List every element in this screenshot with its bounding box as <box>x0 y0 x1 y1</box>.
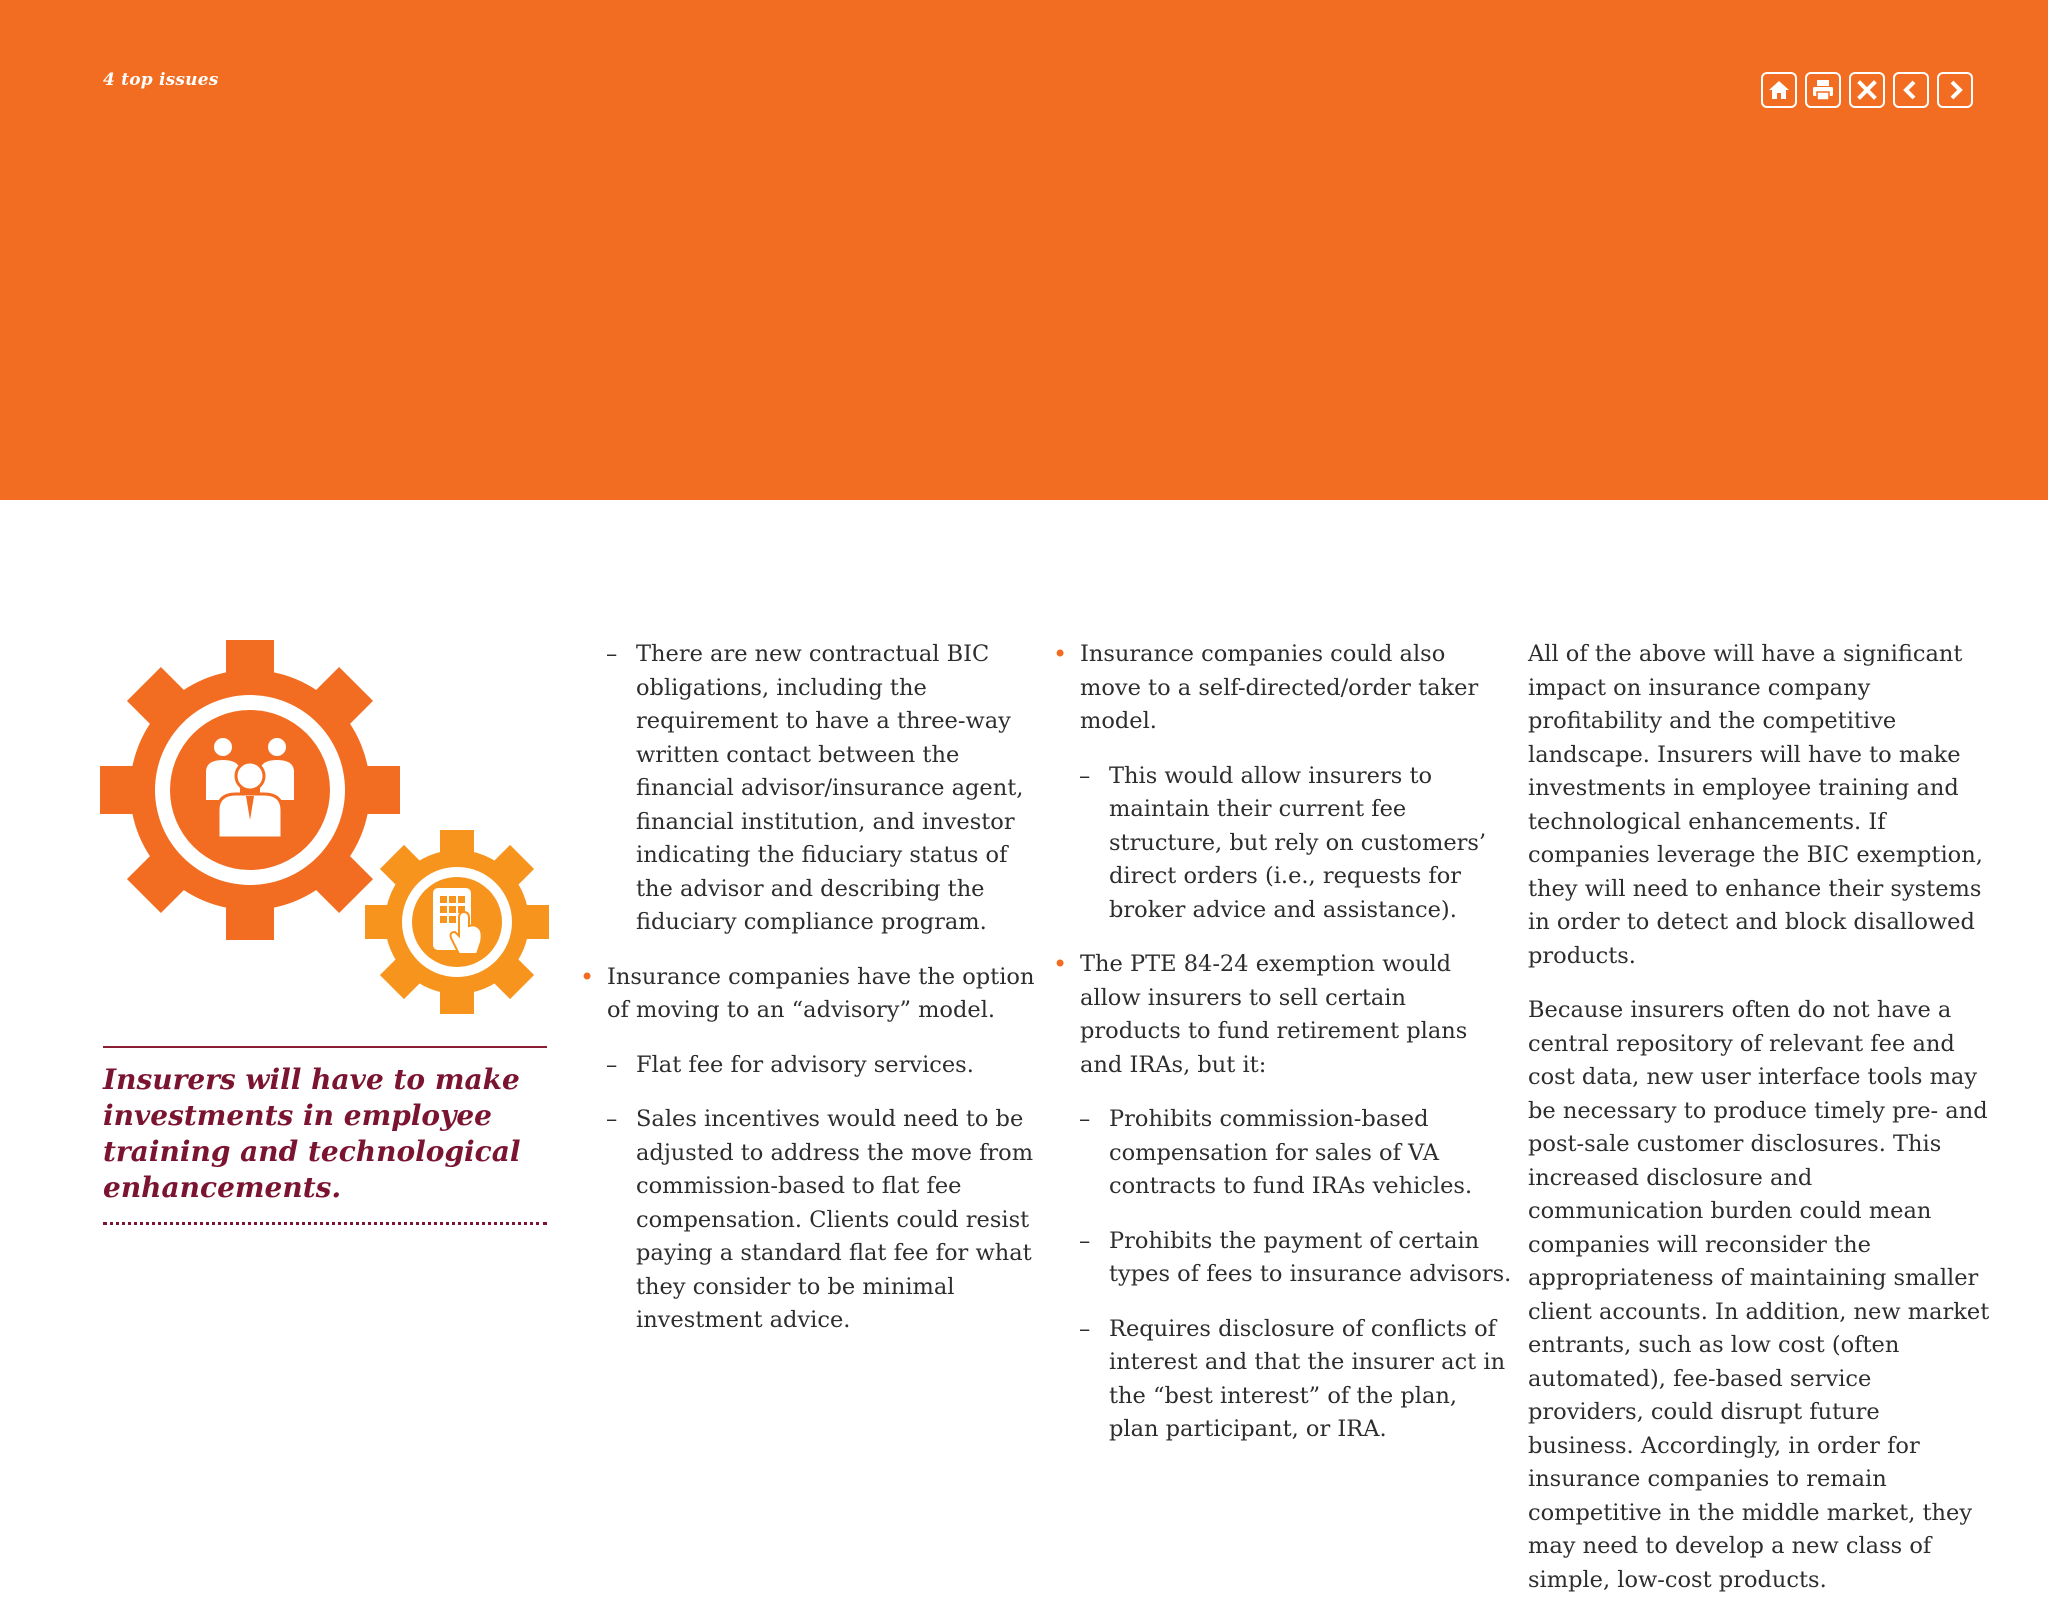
list-item-text: Requires disclosure of conflicts of interest and that the insurer act in the “best interest” of the plan, plan participant, or IRA. <box>1109 1315 1506 1442</box>
dash-marker: – <box>606 1051 618 1078</box>
list-item <box>1053 638 1513 739</box>
chevron-left-icon <box>1898 77 1924 103</box>
chevron-right-icon <box>1942 77 1968 103</box>
list-item-text: Sales incentives would need to be adjusted to address the move from commission-based to flat fee compensation. Clients could resist paying a standard flat fee for what they consider to be minimal investment advice. <box>636 1106 1034 1333</box>
list-item <box>1053 1225 1513 1292</box>
gears-illustration <box>100 640 552 1020</box>
list-item-text: This would allow insurers to maintain their current fee structure, but rely on customers’ direct orders (i.e., requests for broker advice and assistance). <box>1109 762 1487 923</box>
list-item-text: Prohibits commission-based compensation for sales of VA contracts to fund IRAs vehicles. <box>1109 1106 1473 1199</box>
dash-marker: – <box>1079 1227 1091 1254</box>
list-item-text: Insurance companies have the option of moving to an “advisory” model. <box>607 963 1035 1023</box>
dash-marker: – <box>606 641 618 667</box>
dash-marker: – <box>1079 1106 1091 1132</box>
next-button[interactable] <box>1937 72 1973 108</box>
previous-button[interactable] <box>1893 72 1929 108</box>
list-item <box>1053 1103 1513 1204</box>
list-item-text: The PTE 84-24 exemption would allow insurers to sell certain products to fund retirement plans and IRAs, but it: <box>1080 951 1468 1078</box>
body-paragraph: All of the above will have a significant impact on insurance company profitability and the competitive landscape. Insurers will have to make investments in employee training and technological enhancements. If companies leverage the BIC exemption, they will need to enhance their systems in order to detect and block disallowed products. <box>1528 641 1983 969</box>
list-item-text: There are new contractual BIC obligations, including the requirement to have a three-way written contact between the financial advisor/insurance agent, financial institution, and investor indicating the fiduciary status of the advisor and describing the fiduciary compliance program. <box>636 641 1024 935</box>
text-column-3 <box>1528 638 1992 1618</box>
dash-marker: – <box>1079 1315 1091 1342</box>
pull-quote <box>103 1046 547 1225</box>
list-item-text: Prohibits the payment of certain types of fees to insurance advisors. <box>1109 1227 1512 1287</box>
body-paragraph: Because insurers often do not have a central repository of relevant fee and cost data, new user interface tools may be necessary to produce timely pre- and post-sale customer disclosures. This increased disclosure and communication burden could mean companies will reconsider the appropriateness of maintaining smaller client accounts. In addition, new market entrants, such as low cost (often automated), fee-based service providers, could disrupt future business. Accordingly, in order for insurance companies to remain competitive in the middle market, they may need to develop a new class of simple, low-cost products. <box>1528 997 1990 1593</box>
text-column-1 <box>580 638 1040 1359</box>
text-column-2 <box>1053 638 1513 1468</box>
close-button[interactable] <box>1849 72 1885 108</box>
dash-marker: – <box>1079 762 1091 789</box>
list-item <box>580 961 1040 1028</box>
list-item <box>1053 760 1513 928</box>
home-icon <box>1766 77 1792 103</box>
header-banner <box>0 0 2048 500</box>
bullet-marker: • <box>580 962 595 991</box>
list-item <box>580 638 1040 940</box>
list-item <box>1053 948 1513 1082</box>
home-button[interactable] <box>1761 72 1797 108</box>
close-icon <box>1854 77 1880 103</box>
list-item <box>1053 1313 1513 1447</box>
list-item-text: Flat fee for advisory services. <box>636 1051 974 1078</box>
print-icon <box>1810 77 1836 103</box>
page-section-title: 4 top issues <box>103 70 219 90</box>
pull-quote-bottom-rule <box>103 1222 547 1225</box>
bullet-marker: • <box>1053 950 1068 978</box>
print-button[interactable] <box>1805 72 1841 108</box>
dash-marker: – <box>606 1106 618 1132</box>
nav-toolbar <box>1761 72 1973 108</box>
pull-quote-text: Insurers will have to make investments in employee training and technological enhancements. <box>103 1063 521 1204</box>
list-item-text: Insurance companies could also move to a self-directed/order taker model. <box>1080 641 1479 734</box>
list-item <box>580 1049 1040 1083</box>
bullet-marker: • <box>1053 640 1068 668</box>
list-item <box>580 1103 1040 1338</box>
